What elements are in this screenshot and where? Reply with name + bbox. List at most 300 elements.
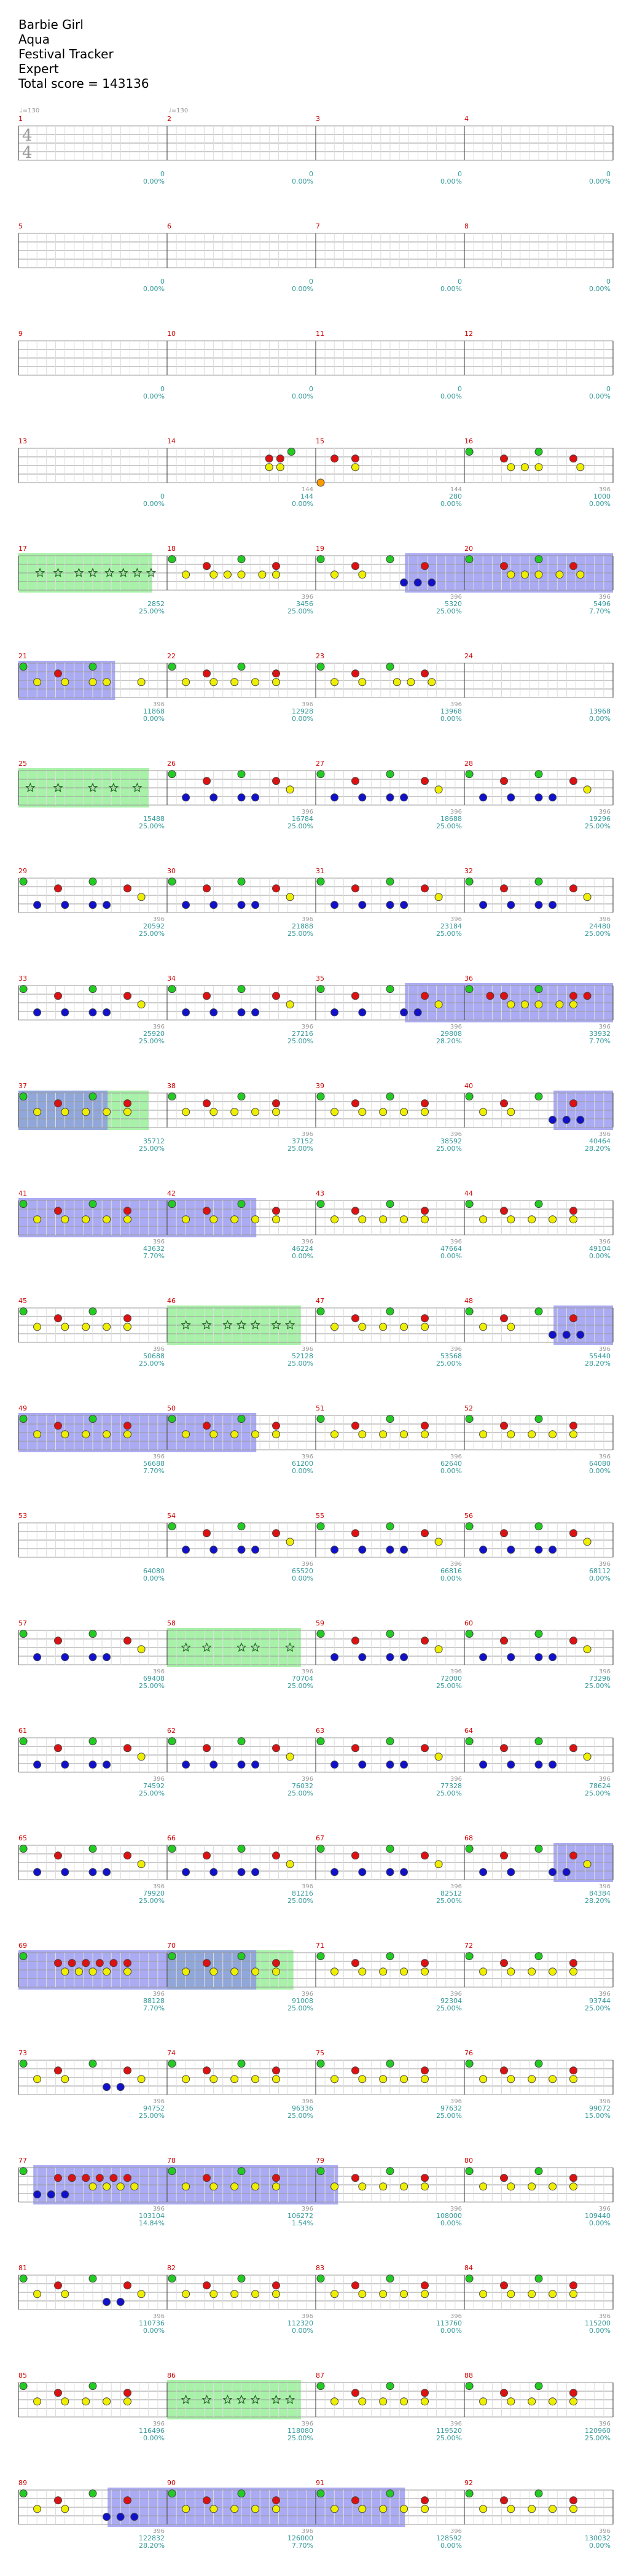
note-y bbox=[273, 1216, 280, 1223]
note-b bbox=[331, 1869, 338, 1876]
measure-points: 396 bbox=[152, 701, 165, 708]
note-r bbox=[501, 1959, 508, 1967]
measure-number: 78 bbox=[167, 2157, 176, 2165]
note-r bbox=[203, 992, 211, 1000]
note-b bbox=[47, 2191, 55, 2198]
note-g bbox=[168, 2168, 176, 2175]
measure-number: 26 bbox=[167, 760, 176, 768]
cumulative-score: 33932 bbox=[589, 1030, 611, 1038]
measure-points: 396 bbox=[450, 701, 462, 708]
multiplier-percent: 0.00% bbox=[292, 500, 313, 508]
measure-number: 87 bbox=[316, 2372, 324, 2379]
note-y bbox=[61, 1323, 69, 1331]
measure-number: 48 bbox=[464, 1297, 473, 1305]
measure-points: 396 bbox=[152, 1024, 165, 1030]
note-b bbox=[400, 1009, 408, 1016]
note-r bbox=[421, 1315, 429, 1322]
measure-points: 396 bbox=[152, 1239, 165, 1245]
note-g bbox=[238, 2490, 245, 2497]
note-g bbox=[168, 771, 176, 778]
note-y bbox=[138, 2076, 145, 2083]
multiplier-percent: 25.00% bbox=[287, 822, 313, 830]
measure-number: 23 bbox=[316, 652, 324, 660]
song-artist: Aqua bbox=[18, 32, 50, 47]
note-g bbox=[317, 1200, 324, 1208]
note-y bbox=[210, 1968, 217, 1975]
note-y bbox=[480, 1216, 487, 1223]
note-r bbox=[55, 2174, 62, 2182]
cumulative-score: 72000 bbox=[440, 1675, 462, 1683]
note-r bbox=[203, 2067, 211, 2074]
note-r bbox=[570, 777, 577, 785]
note-b bbox=[182, 794, 190, 801]
note-g bbox=[535, 1415, 542, 1423]
note-r bbox=[55, 1100, 62, 1107]
note-r bbox=[501, 992, 508, 1000]
multiplier-percent: 15.00% bbox=[585, 2112, 611, 2120]
note-g bbox=[386, 1523, 394, 1530]
note-y bbox=[103, 1323, 111, 1331]
note-y bbox=[359, 1323, 366, 1331]
measure-points: 396 bbox=[301, 594, 313, 601]
note-r bbox=[203, 1959, 211, 1967]
note-r bbox=[96, 2174, 103, 2182]
note-b bbox=[359, 901, 366, 909]
measure-number: 44 bbox=[464, 1189, 473, 1197]
note-y bbox=[182, 1968, 190, 1975]
cumulative-score: 16784 bbox=[292, 815, 313, 823]
note-y bbox=[124, 2398, 131, 2405]
note-b bbox=[61, 901, 69, 909]
cumulative-score: 280 bbox=[449, 492, 462, 500]
note-y bbox=[252, 2505, 259, 2513]
note-g bbox=[89, 2060, 96, 2068]
note-r bbox=[352, 455, 359, 462]
note-y bbox=[507, 2290, 515, 2298]
note-g bbox=[89, 1200, 96, 1208]
note-r bbox=[352, 1207, 359, 1215]
note-y bbox=[507, 464, 515, 471]
note-g bbox=[535, 1523, 542, 1530]
note-b bbox=[507, 1869, 515, 1876]
note-y bbox=[124, 1431, 131, 1438]
note-b bbox=[252, 901, 259, 909]
note-b bbox=[103, 2298, 111, 2306]
note-g bbox=[535, 986, 542, 993]
note-y bbox=[380, 1323, 387, 1331]
note-y bbox=[380, 1216, 387, 1223]
note-y bbox=[124, 1216, 131, 1223]
note-g bbox=[238, 1200, 245, 1208]
note-r bbox=[501, 2282, 508, 2289]
cumulative-score: 78624 bbox=[589, 1782, 611, 1790]
measure-number: 81 bbox=[18, 2264, 27, 2272]
note-b bbox=[507, 1654, 515, 1661]
note-g bbox=[168, 1415, 176, 1423]
note-g bbox=[317, 986, 324, 993]
note-y bbox=[435, 1001, 442, 1008]
note-r bbox=[421, 1852, 429, 1859]
cumulative-score: 144 bbox=[300, 492, 313, 500]
note-y bbox=[393, 679, 400, 686]
note-r bbox=[273, 992, 280, 1000]
note-g bbox=[466, 1200, 473, 1208]
note-b bbox=[182, 901, 190, 909]
cumulative-score: 47664 bbox=[440, 1245, 462, 1253]
note-r bbox=[124, 1852, 131, 1859]
note-g bbox=[238, 1415, 245, 1423]
multiplier-percent: 0.00% bbox=[292, 177, 313, 185]
note-r bbox=[203, 1207, 211, 1215]
note-y bbox=[528, 1216, 536, 1223]
note-g bbox=[20, 2383, 27, 2390]
multiplier-percent: 1.54% bbox=[292, 2219, 313, 2227]
measure-points: 396 bbox=[450, 1239, 462, 1245]
measure-number: 69 bbox=[18, 1942, 27, 1950]
note-y bbox=[400, 2183, 408, 2190]
note-g bbox=[317, 663, 324, 671]
note-b bbox=[331, 794, 338, 801]
difficulty-label: Expert bbox=[18, 61, 59, 76]
note-y bbox=[286, 893, 294, 901]
note-b bbox=[61, 1009, 69, 1016]
cumulative-score: 12928 bbox=[292, 707, 313, 715]
note-y bbox=[521, 1001, 528, 1008]
multiplier-percent: 0.00% bbox=[143, 392, 165, 400]
cumulative-score: 0 bbox=[160, 170, 165, 178]
multiplier-percent: 25.00% bbox=[436, 1145, 462, 1153]
note-y bbox=[61, 2398, 69, 2405]
note-y bbox=[480, 1431, 487, 1438]
cumulative-score: 50688 bbox=[143, 1352, 165, 1360]
note-y bbox=[521, 571, 528, 578]
multiplier-percent: 7.70% bbox=[143, 1467, 165, 1475]
note-y bbox=[480, 2183, 487, 2190]
note-g bbox=[466, 1738, 473, 1745]
note-y bbox=[400, 2290, 408, 2298]
note-r bbox=[570, 2067, 577, 2074]
note-g bbox=[317, 878, 324, 885]
note-r bbox=[501, 1745, 508, 1752]
note-r bbox=[273, 1530, 280, 1537]
note-b bbox=[359, 1761, 366, 1769]
note-y bbox=[528, 2398, 536, 2405]
note-y bbox=[61, 1108, 69, 1116]
note-y bbox=[182, 1216, 190, 1223]
multiplier-percent: 0.00% bbox=[440, 1467, 462, 1475]
note-y bbox=[273, 2505, 280, 2513]
note-y bbox=[407, 679, 415, 686]
multiplier-percent: 25.00% bbox=[287, 930, 313, 938]
note-r bbox=[96, 1959, 103, 1967]
note-y bbox=[34, 1431, 41, 1438]
note-y bbox=[89, 679, 96, 686]
cumulative-score: 68112 bbox=[589, 1567, 611, 1575]
note-y bbox=[421, 1216, 429, 1223]
note-g bbox=[168, 2275, 176, 2282]
note-r bbox=[68, 2174, 76, 2182]
multiplier-percent: 28.20% bbox=[585, 1897, 611, 1905]
cumulative-score: 0 bbox=[606, 170, 611, 178]
note-y bbox=[421, 1968, 429, 1975]
note-y bbox=[570, 2076, 577, 2083]
measure-number: 13 bbox=[18, 437, 27, 445]
note-b bbox=[331, 1009, 338, 1016]
note-b bbox=[507, 1761, 515, 1769]
measure-points: 144 bbox=[301, 486, 313, 493]
note-g bbox=[386, 986, 394, 993]
note-y bbox=[570, 1001, 577, 1008]
note-y bbox=[273, 2290, 280, 2298]
cumulative-score: 0 bbox=[309, 170, 313, 178]
note-b bbox=[400, 1761, 408, 1769]
note-b bbox=[117, 2298, 124, 2306]
note-r bbox=[421, 992, 429, 1000]
note-b bbox=[507, 1546, 515, 1554]
note-b bbox=[563, 1116, 570, 1124]
measure-points: 396 bbox=[450, 2313, 462, 2320]
multiplier-percent: 25.00% bbox=[139, 1897, 165, 1905]
note-r bbox=[501, 1422, 508, 1430]
note-y bbox=[400, 2076, 408, 2083]
note-g bbox=[168, 1845, 176, 1853]
note-y bbox=[480, 2290, 487, 2298]
note-b bbox=[331, 1654, 338, 1661]
multiplier-percent: 0.00% bbox=[143, 500, 165, 508]
note-b bbox=[400, 794, 408, 801]
note-b bbox=[549, 1116, 557, 1124]
cumulative-score: 35712 bbox=[143, 1137, 165, 1145]
note-r bbox=[55, 670, 62, 677]
note-y bbox=[224, 571, 231, 578]
song-title: Barbie Girl bbox=[18, 17, 84, 32]
measure-points: 396 bbox=[301, 1453, 313, 1460]
note-b bbox=[414, 1009, 421, 1016]
note-b bbox=[238, 901, 245, 909]
measure-points: 396 bbox=[450, 1991, 462, 1998]
note-y bbox=[507, 571, 515, 578]
note-r bbox=[421, 1745, 429, 1752]
note-b bbox=[89, 1654, 96, 1661]
note-g bbox=[317, 1953, 324, 1960]
measure-number: 29 bbox=[18, 867, 27, 875]
measure-number: 36 bbox=[464, 975, 473, 983]
measure-points: 396 bbox=[598, 1776, 611, 1783]
multiplier-percent: 25.00% bbox=[585, 822, 611, 830]
measure-number: 84 bbox=[464, 2264, 473, 2272]
note-r bbox=[570, 2389, 577, 2397]
measure-points: 396 bbox=[450, 1024, 462, 1030]
note-b bbox=[480, 1654, 487, 1661]
measure-points: 396 bbox=[301, 1668, 313, 1675]
note-b bbox=[386, 1869, 394, 1876]
note-y bbox=[82, 1108, 90, 1116]
measure-number: 77 bbox=[18, 2157, 27, 2165]
note-y bbox=[273, 679, 280, 686]
note-r bbox=[352, 2497, 359, 2504]
measure-number: 18 bbox=[167, 545, 176, 553]
measure-points: 396 bbox=[301, 1991, 313, 1998]
note-b bbox=[34, 901, 41, 909]
measure-number: 66 bbox=[167, 1834, 176, 1842]
note-r bbox=[124, 1100, 131, 1107]
note-y bbox=[286, 1538, 294, 1546]
note-g bbox=[238, 986, 245, 993]
measure-number: 28 bbox=[464, 760, 473, 768]
note-b bbox=[549, 1654, 557, 1661]
note-r bbox=[421, 2497, 429, 2504]
measure-number: 79 bbox=[316, 2157, 324, 2165]
note-b bbox=[182, 1869, 190, 1876]
measure-number: 56 bbox=[464, 1512, 473, 1520]
note-y bbox=[428, 679, 436, 686]
note-g bbox=[238, 2168, 245, 2175]
note-y bbox=[182, 2183, 190, 2190]
note-g bbox=[238, 2060, 245, 2068]
note-b bbox=[577, 1331, 584, 1339]
note-g bbox=[535, 1200, 542, 1208]
measure-number: 32 bbox=[464, 867, 473, 875]
measure-points: 396 bbox=[301, 1024, 313, 1030]
note-b bbox=[400, 1546, 408, 1554]
measure-number: 49 bbox=[18, 1404, 27, 1412]
note-g bbox=[238, 1845, 245, 1853]
tempo-mark: ♩=130 bbox=[168, 107, 189, 114]
note-y bbox=[380, 1431, 387, 1438]
note-y bbox=[380, 2076, 387, 2083]
note-y bbox=[182, 1108, 190, 1116]
note-y bbox=[507, 2183, 515, 2190]
multiplier-percent: 25.00% bbox=[436, 2434, 462, 2442]
note-y bbox=[103, 1431, 111, 1438]
note-y bbox=[535, 571, 542, 578]
measure-number: 65 bbox=[18, 1834, 27, 1842]
measure-number: 21 bbox=[18, 652, 27, 660]
measure-number: 34 bbox=[167, 975, 176, 983]
note-y bbox=[138, 1753, 145, 1761]
multiplier-percent: 0.00% bbox=[292, 392, 313, 400]
multiplier-percent: 7.70% bbox=[589, 1037, 611, 1045]
note-y bbox=[331, 2076, 338, 2083]
note-b bbox=[549, 1331, 557, 1339]
note-g bbox=[168, 1738, 176, 1745]
note-g bbox=[466, 2060, 473, 2068]
note-r bbox=[352, 1637, 359, 1644]
note-y bbox=[380, 1968, 387, 1975]
cumulative-score: 69408 bbox=[143, 1675, 165, 1683]
note-b bbox=[359, 794, 366, 801]
note-r bbox=[124, 1959, 131, 1967]
note-g bbox=[89, 2383, 96, 2390]
note-r bbox=[273, 2282, 280, 2289]
cumulative-score: 118080 bbox=[287, 2427, 313, 2435]
note-y bbox=[61, 1968, 69, 1975]
note-y bbox=[380, 2290, 387, 2298]
measure-number: 45 bbox=[18, 1297, 27, 1305]
note-r bbox=[273, 1745, 280, 1752]
cumulative-score: 27216 bbox=[292, 1030, 313, 1038]
note-b bbox=[549, 901, 557, 909]
note-y bbox=[34, 2505, 41, 2513]
note-r bbox=[501, 562, 508, 570]
multiplier-percent: 25.00% bbox=[287, 1360, 313, 1368]
cumulative-score: 120960 bbox=[585, 2427, 611, 2435]
measure-points: 396 bbox=[152, 1453, 165, 1460]
cumulative-score: 82512 bbox=[440, 1889, 462, 1897]
note-y bbox=[380, 2183, 387, 2190]
measure-number: 80 bbox=[464, 2157, 473, 2165]
note-r bbox=[421, 2067, 429, 2074]
note-r bbox=[110, 1959, 117, 1967]
measure-points: 396 bbox=[598, 1883, 611, 1890]
measure-points: 396 bbox=[598, 1991, 611, 1998]
note-r bbox=[352, 992, 359, 1000]
note-r bbox=[124, 1422, 131, 1430]
note-y bbox=[231, 2290, 238, 2298]
note-y bbox=[421, 1108, 429, 1116]
note-y bbox=[210, 2505, 217, 2513]
measure-number: 8 bbox=[464, 222, 469, 230]
note-r bbox=[501, 1207, 508, 1215]
note-y bbox=[34, 1108, 41, 1116]
note-y bbox=[549, 1968, 557, 1975]
note-g bbox=[20, 878, 27, 885]
note-g bbox=[535, 1738, 542, 1745]
note-g bbox=[20, 1308, 27, 1315]
note-b bbox=[400, 901, 408, 909]
cumulative-score: 24480 bbox=[589, 922, 611, 930]
note-g bbox=[238, 1953, 245, 1960]
note-g bbox=[386, 2383, 394, 2390]
note-y bbox=[103, 679, 111, 686]
measure-number: 15 bbox=[316, 437, 324, 445]
measure-points: 396 bbox=[152, 1668, 165, 1675]
multiplier-percent: 0.00% bbox=[589, 715, 611, 723]
note-r bbox=[501, 1852, 508, 1859]
note-g bbox=[168, 2490, 176, 2497]
note-r bbox=[570, 885, 577, 892]
measure-number: 40 bbox=[464, 1082, 473, 1090]
note-g bbox=[317, 1630, 324, 1638]
measure-number: 33 bbox=[18, 975, 27, 983]
note-g bbox=[466, 1308, 473, 1315]
cumulative-score: 126000 bbox=[287, 2534, 313, 2542]
note-b bbox=[34, 2191, 41, 2198]
note-y bbox=[138, 2290, 145, 2298]
note-y bbox=[521, 464, 528, 471]
note-y bbox=[535, 464, 542, 471]
multiplier-percent: 25.00% bbox=[287, 1897, 313, 1905]
note-y bbox=[570, 2398, 577, 2405]
note-g bbox=[466, 2168, 473, 2175]
note-y bbox=[252, 1431, 259, 1438]
measure-number: 82 bbox=[167, 2264, 176, 2272]
cumulative-score: 74592 bbox=[143, 1782, 165, 1790]
measure-points: 396 bbox=[450, 1346, 462, 1353]
note-b bbox=[210, 794, 217, 801]
note-b bbox=[252, 1546, 259, 1554]
note-y bbox=[331, 2183, 338, 2190]
note-y bbox=[435, 1861, 442, 1868]
note-y bbox=[507, 2398, 515, 2405]
cumulative-score: 0 bbox=[458, 170, 462, 178]
note-y bbox=[359, 571, 366, 578]
note-g bbox=[386, 1308, 394, 1315]
note-g bbox=[89, 1415, 96, 1423]
note-y bbox=[380, 2398, 387, 2405]
note-r bbox=[352, 777, 359, 785]
multiplier-percent: 25.00% bbox=[585, 1682, 611, 1690]
